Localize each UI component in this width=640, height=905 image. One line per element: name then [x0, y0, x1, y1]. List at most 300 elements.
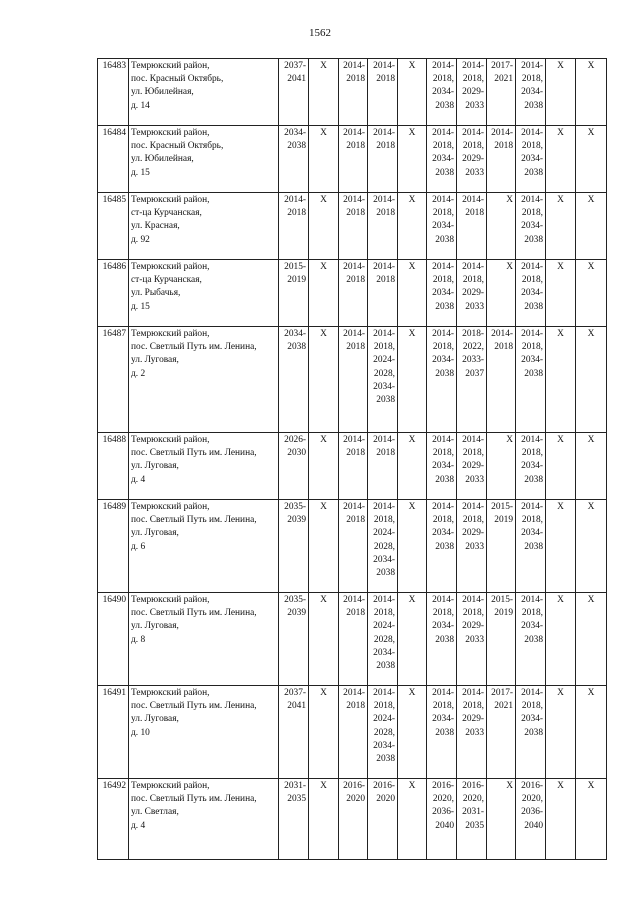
cell-line: 2041 [287, 701, 306, 712]
cell-line: X [408, 61, 416, 71]
cell-line: 2019 [494, 608, 513, 619]
cell-line: 2038 [524, 167, 543, 178]
cell-line: 2018 [376, 448, 395, 459]
cell-line: 2020, [521, 794, 543, 805]
cell-line: 2014- [521, 128, 543, 138]
period-cell-c5 [398, 593, 427, 686]
cell-line: 2014- [432, 128, 454, 138]
period-cell-c9 [516, 193, 546, 260]
cell-line: 2038 [524, 634, 543, 645]
period-cell-c8 [487, 779, 516, 860]
cell-line: 2014- [343, 595, 365, 605]
cell-line: 2029- [462, 461, 484, 472]
cell-line: 2018, [521, 608, 543, 619]
table-row [98, 500, 607, 593]
address-cell [129, 327, 279, 433]
cell-line: X [408, 502, 416, 512]
cell-line: 2018, [432, 342, 454, 353]
cell-line: 2034- [373, 554, 395, 565]
cell-line: X [320, 502, 327, 512]
cell-line: 2033 [465, 541, 484, 552]
period-cell-c5 [398, 327, 427, 433]
cell-line: 2014- [343, 688, 365, 698]
cell-line: 2034- [284, 128, 306, 138]
cell-line: 2014- [462, 128, 484, 138]
cell-line: 2034- [432, 528, 454, 539]
period-cell-c8 [487, 593, 516, 686]
cell-line: 2034- [432, 621, 454, 632]
cell-line: 2038 [524, 100, 543, 111]
cell-line: 2034- [432, 221, 454, 232]
cell-line: 2014- [432, 61, 454, 71]
table-row [98, 593, 607, 686]
cell-line: 2014- [343, 502, 365, 512]
cell-line: X [320, 128, 327, 138]
cell-line: 2016- [432, 781, 454, 791]
cell-line: 2014- [343, 435, 365, 445]
cell-line: 2034- [432, 288, 454, 299]
cell-line: пос. Светлый Путь им. Ленина, [131, 701, 257, 712]
record-number-cell: 16488 [98, 433, 129, 500]
cell-line: 2016- [373, 781, 395, 791]
cell-line: 2014- [343, 262, 365, 272]
cell-line: ул. Луговая, [131, 528, 179, 539]
period-cell-c8 [487, 686, 516, 779]
cell-line: X [587, 262, 595, 272]
cell-line: пос. Красный Октябрь, [131, 74, 224, 85]
period-cell-c6 [427, 500, 457, 593]
cell-line: 2018, [462, 74, 484, 85]
cell-line: 2014- [284, 195, 306, 205]
cell-line: 2038 [524, 541, 543, 552]
period-cell-c8 [487, 260, 516, 327]
cell-line: 2018, [462, 515, 484, 526]
period-cell-c7 [457, 500, 487, 593]
period-cell-c9 [516, 260, 546, 327]
cell-line: 2018 [287, 208, 306, 219]
cell-line: 2026- [284, 435, 306, 445]
cell-line: 2018, [373, 701, 395, 712]
period-cell-c1 [279, 260, 309, 327]
period-cell-c1 [279, 327, 309, 433]
cell-line: 2014- [373, 435, 395, 445]
cell-line: 2014- [432, 262, 454, 272]
period-cell-c2 [309, 593, 339, 686]
period-cell-c10 [546, 327, 576, 433]
cell-line: 2020, [432, 794, 454, 805]
record-number-cell: 16492 [98, 779, 129, 860]
cell-line: 2035- [284, 595, 306, 605]
cell-line: 2034- [521, 355, 543, 366]
cell-line: X [408, 688, 416, 698]
cell-line: 2031- [462, 807, 484, 818]
period-cell-c11 [576, 593, 607, 686]
cell-line: X [557, 502, 564, 512]
cell-line: Темрюкский район, [131, 781, 210, 791]
address-cell [129, 260, 279, 327]
record-number-cell: 16487 [98, 327, 129, 433]
cell-line: X [408, 262, 416, 272]
cell-line: 2014- [462, 195, 484, 205]
cell-line: 2014- [521, 61, 543, 71]
cell-line: 2018, [373, 515, 395, 526]
cell-line: 2014- [462, 61, 484, 71]
period-cell-c10 [546, 59, 576, 126]
period-cell-c7 [457, 433, 487, 500]
cell-line: 2014- [462, 595, 484, 605]
cell-line: X [506, 435, 513, 445]
cell-line: 2018 [376, 74, 395, 85]
cell-line: X [320, 329, 327, 339]
cell-line: X [587, 435, 595, 445]
period-cell-c6 [427, 593, 457, 686]
period-cell-c1 [279, 686, 309, 779]
cell-line: X [408, 329, 416, 339]
cell-line: 2038 [376, 395, 395, 406]
period-cell-c1 [279, 126, 309, 193]
period-cell-c7 [457, 193, 487, 260]
period-cell-c1 [279, 59, 309, 126]
address-cell [129, 433, 279, 500]
period-cell-c11 [576, 500, 607, 593]
period-cell-c10 [546, 193, 576, 260]
cell-line: 2029- [462, 288, 484, 299]
table-row [98, 686, 607, 779]
period-cell-c4 [368, 779, 398, 860]
table-row [98, 59, 607, 126]
cell-line: 2039 [287, 515, 306, 526]
cell-line: 2014- [432, 195, 454, 205]
cell-line: X [587, 195, 595, 205]
cell-line: 2028, [373, 541, 395, 552]
cell-line: 2018 [465, 208, 484, 219]
cell-line: д. 14 [131, 100, 150, 111]
page-number: 1562 [309, 27, 331, 39]
cell-line: 2018, [521, 701, 543, 712]
cell-line: 2018, [432, 448, 454, 459]
cell-line: 2018 [346, 141, 365, 152]
cell-line: 2018 [376, 208, 395, 219]
period-cell-c2 [309, 500, 339, 593]
cell-line: 2014- [373, 502, 395, 512]
cell-line: 2035 [287, 794, 306, 805]
cell-line: 2036- [432, 807, 454, 818]
cell-line: 2018, [373, 342, 395, 353]
cell-line: 2014- [343, 61, 365, 71]
cell-line: 2018, [521, 515, 543, 526]
cell-line: 2018 [346, 701, 365, 712]
address-cell [129, 500, 279, 593]
cell-line: X [557, 195, 564, 205]
period-cell-c9 [516, 126, 546, 193]
cell-line: Темрюкский район, [131, 195, 210, 205]
period-cell-c10 [546, 433, 576, 500]
cell-line: 2038 [376, 754, 395, 765]
cell-line: 2021 [494, 701, 513, 712]
cell-line: 2014- [343, 329, 365, 339]
period-cell-c6 [427, 193, 457, 260]
cell-line: 2014- [373, 329, 395, 339]
cell-line: 2017- [491, 61, 513, 71]
cell-line: X [408, 781, 416, 791]
cell-line: пос. Светлый Путь им. Ленина, [131, 342, 257, 353]
cell-line: 2040 [435, 820, 454, 831]
period-cell-c10 [546, 779, 576, 860]
cell-line: 2018, [432, 701, 454, 712]
cell-line: 2038 [435, 368, 454, 379]
record-number-cell: 16489 [98, 500, 129, 593]
cell-line: 2018, [521, 342, 543, 353]
cell-line: X [557, 61, 564, 71]
period-cell-c6 [427, 260, 457, 327]
cell-line: 2014- [521, 595, 543, 605]
address-cell [129, 686, 279, 779]
period-cell-c7 [457, 126, 487, 193]
cell-line: 2018 [346, 74, 365, 85]
address-cell [129, 126, 279, 193]
period-cell-c3 [339, 126, 368, 193]
cell-line: ул. Луговая, [131, 714, 179, 725]
cell-line: 2041 [287, 74, 306, 85]
cell-line: 2038 [376, 568, 395, 579]
cell-line: пос. Светлый Путь им. Ленина, [131, 794, 257, 805]
cell-line: 2018, [462, 141, 484, 152]
period-cell-c5 [398, 260, 427, 327]
cell-line: 2014- [521, 262, 543, 272]
period-cell-c3 [339, 327, 368, 433]
cell-line: пос. Светлый Путь им. Ленина, [131, 608, 257, 619]
cell-line: 2018 [346, 448, 365, 459]
cell-line: 2018, [432, 74, 454, 85]
cell-line: 2014- [521, 195, 543, 205]
period-cell-c1 [279, 779, 309, 860]
cell-line: 2037- [284, 688, 306, 698]
cell-line: 2034- [521, 221, 543, 232]
cell-line: X [587, 61, 595, 71]
cell-line: 2033- [462, 355, 484, 366]
cell-line: д. 4 [131, 820, 146, 831]
period-cell-c5 [398, 779, 427, 860]
period-cell-c6 [427, 126, 457, 193]
period-cell-c10 [546, 260, 576, 327]
cell-line: 2014- [373, 688, 395, 698]
period-cell-c11 [576, 193, 607, 260]
cell-line: X [557, 595, 564, 605]
cell-line: 2014- [432, 595, 454, 605]
cell-line: 2038 [376, 661, 395, 672]
period-cell-c9 [516, 327, 546, 433]
cell-line: 2031- [284, 781, 306, 791]
cell-line: 2024- [373, 355, 395, 366]
period-cell-c4 [368, 59, 398, 126]
period-cell-c2 [309, 327, 339, 433]
cell-line: 2014- [373, 61, 395, 71]
cell-line: 2018 [494, 141, 513, 152]
cell-line: 2034- [284, 329, 306, 339]
cell-line: 2034- [432, 355, 454, 366]
period-cell-c4 [368, 260, 398, 327]
cell-line: 2028, [373, 727, 395, 738]
cell-line: 2034- [373, 740, 395, 751]
cell-line: 2038 [435, 234, 454, 245]
cell-line: 2018 [376, 141, 395, 152]
period-cell-c11 [576, 59, 607, 126]
record-number-cell: 16484 [98, 126, 129, 193]
cell-line: д. 15 [131, 167, 150, 178]
period-cell-c11 [576, 327, 607, 433]
cell-line: 2037- [284, 61, 306, 71]
cell-line: пос. Красный Октябрь, [131, 141, 224, 152]
cell-line: пос. Светлый Путь им. Ленина, [131, 515, 257, 526]
cell-line: 2014- [462, 502, 484, 512]
cell-line: 2018 [346, 275, 365, 286]
cell-line: 2018, [521, 448, 543, 459]
cell-line: 2034- [373, 647, 395, 658]
cell-line: 2033 [465, 474, 484, 485]
cell-line: X [587, 595, 595, 605]
period-cell-c5 [398, 686, 427, 779]
cell-line: 2029- [462, 87, 484, 98]
cell-line: 2020 [376, 794, 395, 805]
cell-line: X [320, 595, 327, 605]
period-cell-c10 [546, 126, 576, 193]
record-number-cell: 16490 [98, 593, 129, 686]
table-row [98, 193, 607, 260]
period-cell-c4 [368, 193, 398, 260]
cell-line: X [408, 595, 416, 605]
cell-line: 2014- [521, 329, 543, 339]
cell-line: 2019 [287, 275, 306, 286]
cell-line: X [320, 262, 327, 272]
period-cell-c10 [546, 686, 576, 779]
period-cell-c3 [339, 779, 368, 860]
period-cell-c11 [576, 779, 607, 860]
cell-line: 2038 [287, 342, 306, 353]
table-row [98, 433, 607, 500]
cell-line: 2034- [521, 288, 543, 299]
period-cell-c5 [398, 126, 427, 193]
period-cell-c9 [516, 500, 546, 593]
cell-line: 2034- [521, 621, 543, 632]
period-cell-c2 [309, 193, 339, 260]
cell-line: X [587, 329, 595, 339]
cell-line: д. 92 [131, 234, 150, 245]
cell-line: 2038 [435, 634, 454, 645]
cell-line: 2018, [432, 608, 454, 619]
cell-line: 2014- [373, 595, 395, 605]
cell-line: ул. Юбилейная, [131, 154, 194, 165]
cell-line: 2018, [432, 208, 454, 219]
cell-line: 2038 [435, 474, 454, 485]
cell-line: 2029- [462, 714, 484, 725]
table-row [98, 779, 607, 860]
cell-line: X [557, 262, 564, 272]
period-cell-c8 [487, 500, 516, 593]
period-cell-c6 [427, 59, 457, 126]
period-cell-c8 [487, 126, 516, 193]
cell-line: 2038 [435, 301, 454, 312]
cell-line: Темрюкский район, [131, 61, 210, 71]
cell-line: 2033 [465, 100, 484, 111]
table-row [98, 260, 607, 327]
cell-line: 2018- [462, 329, 484, 339]
cell-line: ул. Юбилейная, [131, 87, 194, 98]
cell-line: X [320, 61, 327, 71]
period-cell-c5 [398, 433, 427, 500]
cell-line: 2036- [521, 807, 543, 818]
cell-line: 2019 [494, 515, 513, 526]
cell-line: 2040 [524, 820, 543, 831]
period-cell-c7 [457, 260, 487, 327]
cell-line: 2014- [343, 128, 365, 138]
period-cell-c4 [368, 500, 398, 593]
cell-line: 2020 [346, 794, 365, 805]
cell-line: X [408, 128, 416, 138]
cell-line: 2018 [346, 342, 365, 353]
period-cell-c8 [487, 193, 516, 260]
period-cell-c6 [427, 433, 457, 500]
cell-line: X [557, 688, 564, 698]
cell-line: X [320, 781, 327, 791]
cell-line: 2034- [432, 461, 454, 472]
cell-line: 2038 [435, 541, 454, 552]
cell-line: 2018, [462, 448, 484, 459]
cell-line: ст-ца Курчанская, [131, 208, 202, 219]
cell-line: 2024- [373, 528, 395, 539]
address-cell [129, 593, 279, 686]
cell-line: ул. Луговая, [131, 461, 179, 472]
cell-line: 2034- [521, 87, 543, 98]
cell-line: 2034- [432, 154, 454, 165]
cell-line: X [506, 195, 513, 205]
cell-line: 2018, [462, 275, 484, 286]
cell-line: X [557, 435, 564, 445]
period-cell-c9 [516, 593, 546, 686]
period-cell-c5 [398, 193, 427, 260]
cell-line: 2018, [521, 275, 543, 286]
period-cell-c9 [516, 433, 546, 500]
cell-line: 2024- [373, 621, 395, 632]
period-cell-c2 [309, 126, 339, 193]
period-cell-c7 [457, 779, 487, 860]
table-row [98, 126, 607, 193]
period-cell-c10 [546, 500, 576, 593]
cell-line: 2022, [462, 342, 484, 353]
cell-line: 2016- [462, 781, 484, 791]
cell-line: пос. Светлый Путь им. Ленина, [131, 448, 257, 459]
cell-line: X [506, 781, 513, 791]
cell-line: 2020, [462, 794, 484, 805]
period-cell-c4 [368, 593, 398, 686]
cell-line: 2018, [432, 275, 454, 286]
period-cell-c1 [279, 500, 309, 593]
period-cell-c3 [339, 59, 368, 126]
cell-line: 2018 [494, 342, 513, 353]
cell-line: 2038 [524, 368, 543, 379]
cell-line: ул. Луговая, [131, 355, 179, 366]
cell-line: Темрюкский район, [131, 502, 210, 512]
period-cell-c3 [339, 500, 368, 593]
cell-line: 2034- [521, 461, 543, 472]
period-cell-c11 [576, 126, 607, 193]
cell-line: 2018, [432, 141, 454, 152]
cell-line: 2014- [373, 195, 395, 205]
period-cell-c9 [516, 686, 546, 779]
cell-line: 2015- [491, 502, 513, 512]
cell-line: 2014- [373, 128, 395, 138]
period-cell-c2 [309, 433, 339, 500]
cell-line: 2033 [465, 727, 484, 738]
